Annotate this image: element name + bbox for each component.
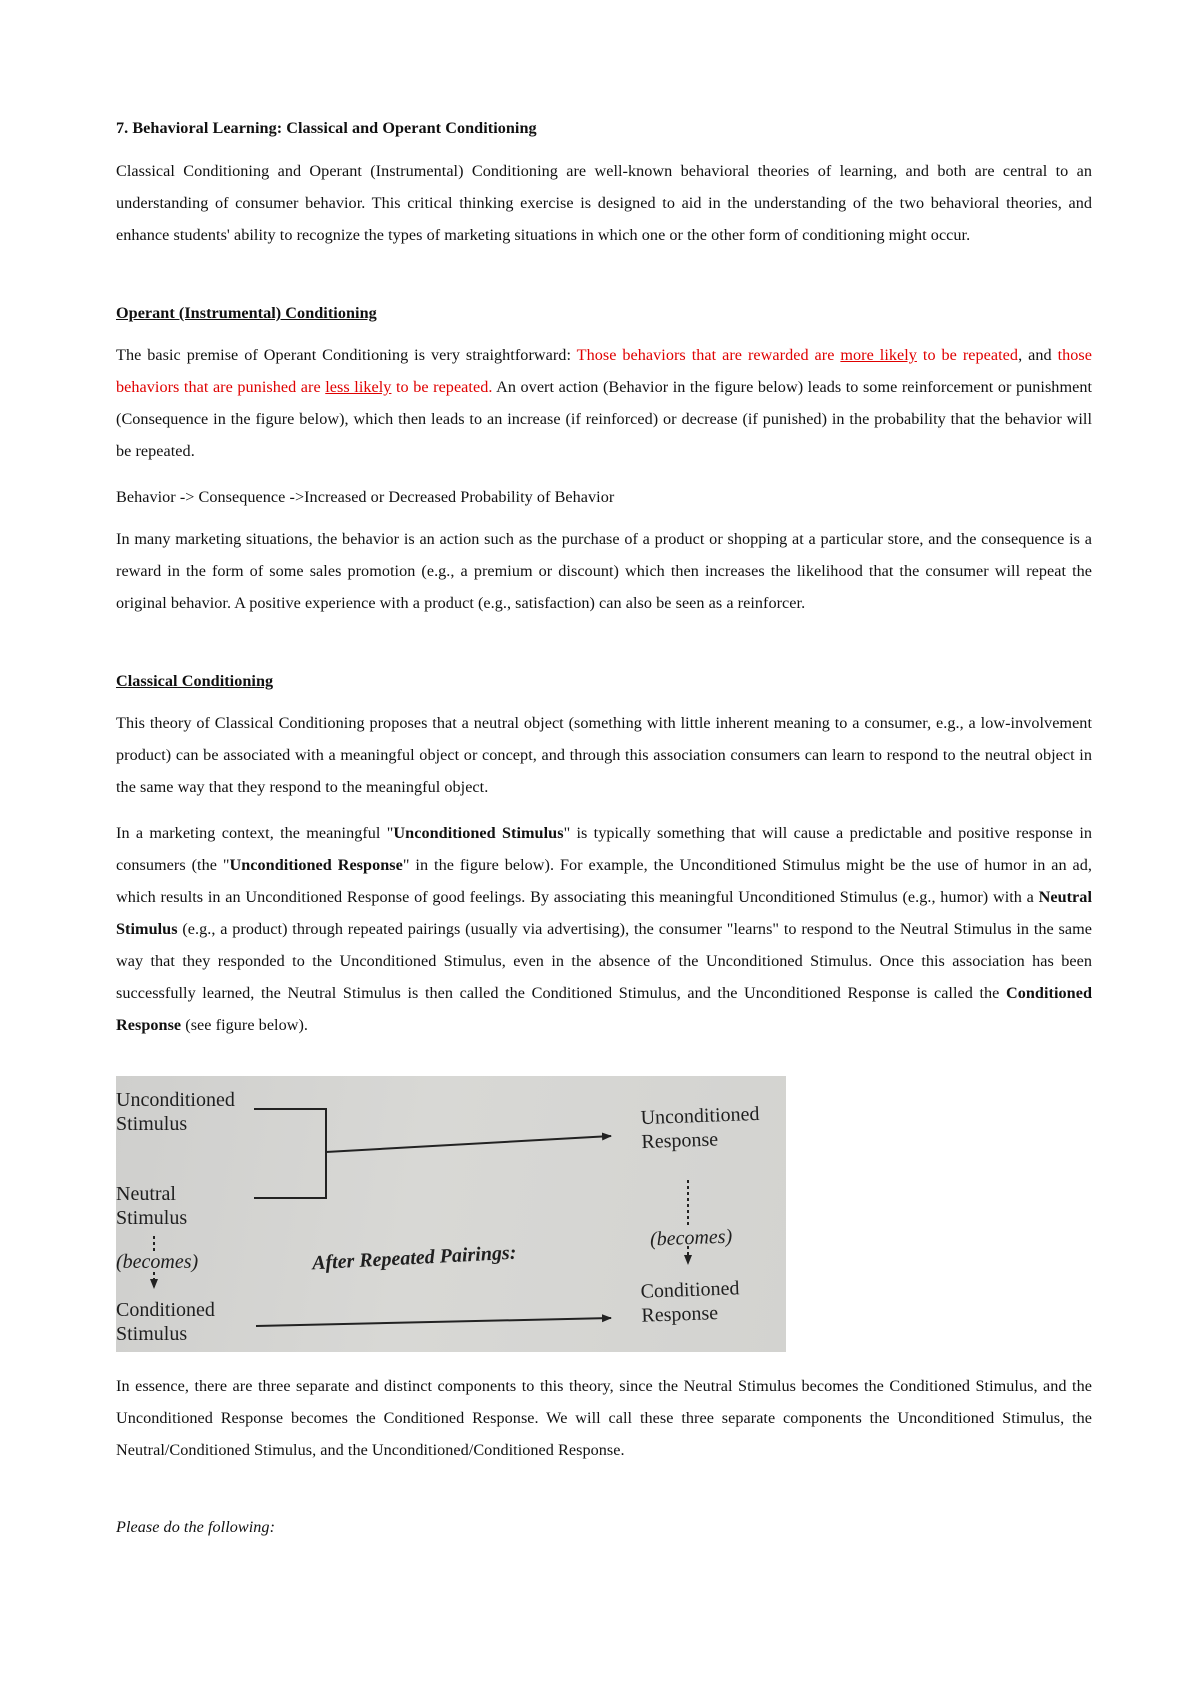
operant-paragraph-1 (116, 339, 1092, 467)
unconditioned-stimulus-term: Unconditioned Stimulus (393, 824, 564, 842)
us-line-1: Unconditioned (116, 1089, 235, 1111)
cs-line-2: Stimulus (116, 1323, 188, 1345)
section-title: 7. Behavioral Learning: Classical and Operant Conditioning (116, 119, 537, 137)
essence-paragraph: In essence, there are three separate and distinct components to this theory, since the Neutral Stimulus becomes the Conditioned Stimulus, and the Unconditioned Response becomes the Conditioned Response. We will call these three separate components the Unconditioned Stimulus, the Neutral/Conditioned Stimulus, and the Unconditioned/Conditioned Response. (116, 1377, 1092, 1459)
ur-line-1: Unconditioned (640, 1102, 760, 1130)
closing-line (116, 1511, 275, 1543)
classical-heading: Classical Conditioning (116, 672, 274, 690)
cr-line-1: Conditioned (640, 1277, 740, 1303)
more-likely-emphasis: more likely (840, 346, 917, 364)
cr-line-2: Response (641, 1302, 719, 1327)
ns-line-2: Stimulus (116, 1207, 188, 1229)
conditioning-diagram (116, 1076, 786, 1352)
operant-paragraph-2: In many marketing situations, the behavior is an action such as the purchase of a product or shopping at a particular store, and the consequence is a reward in the form of some sales promotion (e.g., a premium or discount) which then increases the likelihood that the consumer will repeat the original behavior. A positive experience with a product (e.g., satisfaction) can also be seen as a reinforcer. (116, 530, 1092, 612)
arrow-to-unconditioned-response (326, 1136, 611, 1152)
conditioned-response-label (640, 1276, 741, 1327)
classical-p2-text: " is typically something that will cause a predictable and positive response in consumers (the " (116, 824, 1093, 874)
unconditioned-response-term: Unconditioned Response (229, 856, 403, 874)
classical-p2-text: (e.g., a product) through repeated pairings (usually via advertising), the consumer "learns" to respond to the Neutral Stimulus in the same way that they responded to the Unconditioned Stimulus, even in the absence of the Unconditioned Stimulus. Once this association has been successfully learned, the Neutral Stimulus is then called the Conditioned Stimulus, and the Unconditioned Response is called the (116, 920, 1092, 1002)
conditioned-response-term: Conditioned Response (116, 984, 1092, 1034)
ns-line-1: Neutral (116, 1183, 176, 1205)
right-becomes-label: (becomes) (649, 1225, 733, 1251)
closing-text: Please do the following: (116, 1518, 276, 1536)
classical-p2-text: " in the figure below). For example, the Unconditioned Stimulus might be the use of humor in an ad, which results in an Unconditioned Response of good feelings. By associating this meaningful Unconditioned Stimulus (e.g., humor) with a (116, 856, 1092, 906)
operant-p1-red-text: to be repeated. (391, 378, 493, 396)
us-line-2: Stimulus (116, 1113, 188, 1135)
operant-p1-red-text: to be repeated (916, 346, 1019, 364)
left-becomes-label: (becomes) (116, 1251, 199, 1273)
operant-p1-text: The basic premise of Operant Conditioning is very straightforward: (116, 346, 577, 364)
classical-p2-text: (see figure below). (181, 1016, 309, 1034)
intro-paragraph: Classical Conditioning and Operant (Instrumental) Conditioning are well-known behavioral theories of learning, and both are central to an understanding of consumer behavior. This critical thinking exercise is designed to aid in the understanding of the two behavioral theories, and enhance students' ability to recognize the types of marketing situations in which one or the other form of conditioning might occur. (116, 162, 1092, 244)
cs-line-1: Conditioned (116, 1299, 215, 1321)
bracket-line (254, 1109, 326, 1198)
neutral-stimulus-label (116, 1182, 187, 1230)
arrow-to-conditioned-response (256, 1318, 611, 1326)
operant-flow: Behavior -> Consequence ->Increased or Decreased Probability of Behavior (116, 488, 615, 506)
operant-heading: Operant (Instrumental) Conditioning (116, 304, 377, 322)
after-repeated-pairings-label: After Repeated Pairings: (311, 1241, 517, 1275)
classical-paragraph-2 (116, 817, 1092, 1041)
neutral-stimulus-term: Neutral Stimulus (116, 888, 1092, 938)
unconditioned-response-label (640, 1102, 760, 1154)
operant-p1-red-text: Those behaviors that are rewarded are (576, 346, 841, 364)
classical-p2-text: In a marketing context, the meaningful " (116, 824, 394, 842)
less-likely-emphasis: less likely (325, 378, 392, 396)
operant-p1-text: , and (1018, 346, 1058, 364)
unconditioned-stimulus-label (116, 1088, 235, 1136)
operant-p1-red-text: those behaviors that are punished are (116, 346, 1092, 396)
operant-p1-text: An overt action (Behavior in the figure below) leads to some reinforcement or punishment (Consequence in the figure below), which then leads to an increase (if reinforced) or decrease (if punished) in the probability that the behavior will be repeated. (116, 378, 1093, 460)
conditioned-stimulus-label (116, 1298, 215, 1346)
ur-line-2: Response (641, 1128, 719, 1154)
classical-paragraph-1: This theory of Classical Conditioning proposes that a neutral object (something with little inherent meaning to a consumer, e.g., a low-involvement product) can be associated with a meaningful object or concept, and through this association consumers can learn to respond to the neutral object in the same way that they respond to the meaningful object. (116, 714, 1092, 796)
